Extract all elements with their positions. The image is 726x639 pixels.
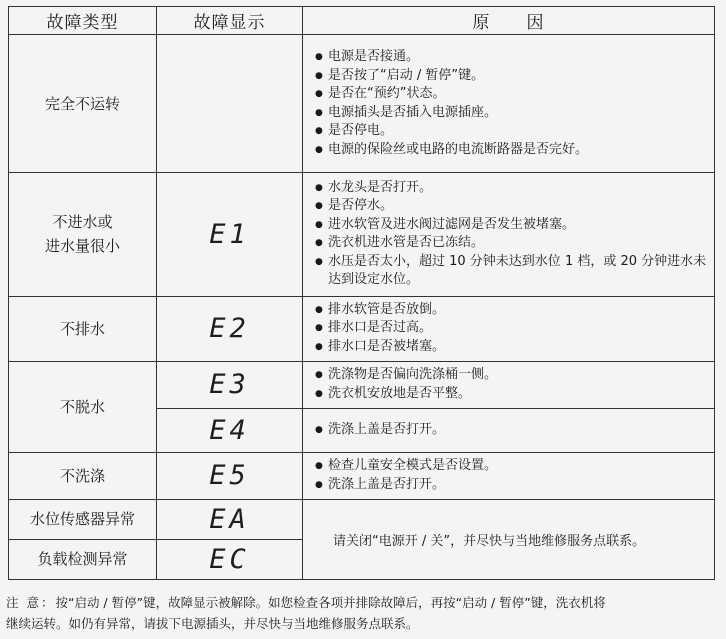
table-row [9, 499, 715, 539]
fault-code-display: E5 [209, 460, 250, 492]
fault-type-line: 不进水或 [52, 213, 113, 232]
cause-item: ● 水龙头是否打开。 [315, 179, 708, 198]
fault-type-line: 进水量很小 [44, 237, 120, 256]
cause-item: ● 是否停水。 [315, 197, 708, 216]
cause-item: ● 排水口是否被堵塞。 [315, 338, 708, 357]
cause-item: ● 电源插头是否插入电源插座。 [315, 104, 708, 123]
fault-code [157, 172, 303, 296]
cause-list-cell [303, 172, 715, 296]
cause-item: ● 是否在“预约”状态。 [315, 85, 708, 104]
fault-code [157, 539, 303, 579]
fault-code [157, 499, 303, 539]
cause-item: ● 是否按了“启动 / 暂停”键。 [315, 67, 708, 86]
fault-type [9, 172, 157, 296]
table-header-row [9, 7, 715, 35]
cause-list [315, 421, 708, 440]
cause-item: ● 洗衣机进水管是否已冻结。 [315, 234, 708, 253]
cause-item: ● 是否停电。 [315, 122, 708, 141]
fault-type: 完全不运转 [9, 35, 157, 173]
cause-list-cell [303, 361, 715, 408]
header-fault-display: 故障显示 [157, 7, 303, 35]
cause-item: ● 洗涤上盖是否打开。 [315, 421, 708, 440]
cause-item: ● 排水口是否过高。 [315, 319, 708, 338]
cause-item: ● 洗涤上盖是否打开。 [315, 476, 708, 495]
note [6, 592, 722, 634]
fault-code [157, 296, 303, 361]
table-row [9, 296, 715, 361]
cause-list-cell [303, 35, 715, 173]
cause-item: ● 进水软管及进水阀过滤网是否发生被堵塞。 [315, 216, 708, 235]
fault-code-display: E1 [209, 218, 250, 250]
fault-code-display: E2 [209, 313, 250, 345]
fault-code-display: E4 [209, 415, 250, 447]
fault-code [157, 361, 303, 408]
fault-code-display: E3 [209, 369, 250, 401]
note-line-1: 按“启动 / 暂停”键，故障显示被解除。如您检查各项并排除故障后，再按“启动 / 暂停”键，洗衣机将 [55, 595, 606, 610]
cause-list [315, 179, 708, 290]
table-row [9, 453, 715, 499]
fault-code [157, 453, 303, 499]
table-row [9, 361, 715, 408]
fault-code-display: EA [209, 503, 250, 535]
fault-code [157, 35, 303, 173]
fault-code-display: EC [209, 543, 250, 575]
cause-item: ● 检查儿童安全模式是否设置。 [315, 457, 708, 476]
shared-cause: 请关闭“电源开 / 关”，并尽快与当地维修服务点联系。 [303, 499, 715, 579]
fault-type: 不洗涤 [9, 453, 157, 499]
cause-item: ● 排水软管是否放倒。 [315, 301, 708, 320]
cause-item: ● 水压是否太小，超过 10 分钟未达到水位 1 档，或 20 分钟进水未达到设定水位。 [315, 253, 708, 290]
fault-type: 负载检测异常 [9, 539, 157, 579]
fault-type: 不排水 [9, 296, 157, 361]
cause-list [315, 301, 708, 357]
fault-code [157, 409, 303, 453]
cause-item: ● 洗衣机安放地是否平整。 [315, 385, 708, 404]
fault-type: 不脱水 [9, 361, 157, 452]
cause-item: ● 电源是否接通。 [315, 48, 708, 67]
cause-list [315, 366, 708, 403]
cause-list-cell [303, 409, 715, 453]
troubleshooting-table [8, 6, 715, 580]
table-row [9, 35, 715, 173]
header-cause: 原 因 [303, 7, 715, 35]
cause-item: ● 电源的保险丝或电路的电流断路器是否完好。 [315, 141, 708, 160]
cause-list [315, 457, 708, 494]
fault-type: 水位传感器异常 [9, 499, 157, 539]
cause-list [315, 48, 708, 159]
cause-list-cell [303, 453, 715, 499]
note-label: 注 意： [6, 595, 56, 610]
note-line-2: 继续运转。如仍有异常，请拔下电源插头，并尽快与当地维修服务点联系。 [6, 616, 419, 631]
cause-list-cell [303, 296, 715, 361]
cause-item: ● 洗涤物是否偏向洗涤桶一侧。 [315, 366, 708, 385]
table-row [9, 172, 715, 296]
header-fault-type: 故障类型 [9, 7, 157, 35]
